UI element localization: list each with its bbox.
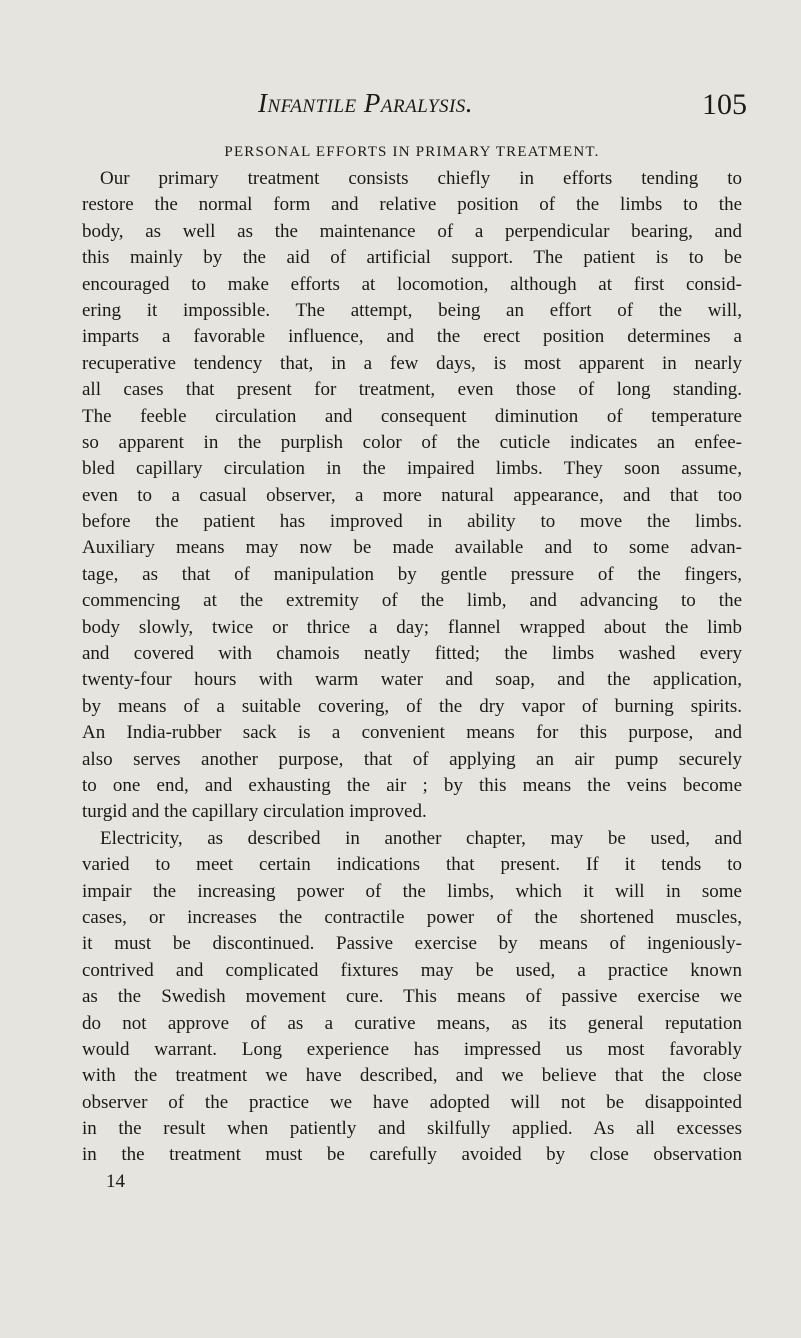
text-line: by means of a suitable covering, of the dry vapor of burning spirits. — [82, 695, 742, 717]
text-line: Our primary treatment consists chiefly in efforts tending to — [100, 168, 742, 189]
text-line: and covered with chamois neatly fitted; the limbs washed every — [82, 643, 742, 665]
text-line: restore the normal form and relative position of the limbs to the — [82, 194, 742, 216]
text-line: Electricity, as described in another chapter, may be used, and — [100, 827, 742, 849]
text-line: this mainly by the aid of artificial support. The patient is to be — [82, 247, 742, 269]
page-number: 105 — [702, 88, 747, 121]
text-line: with the treatment we have described, and we believe that the close — [82, 1065, 742, 1087]
text-line: An India-rubber sack is a convenient means for this purpose, and — [82, 722, 742, 744]
body-text — [82, 166, 742, 1195]
text-line: impair the increasing power of the limbs, which it will in some — [82, 880, 742, 902]
text-line: ering it impossible. The attempt, being an effort of the will, — [82, 299, 742, 321]
text-line: before the patient has improved in ability to move the limbs. — [82, 511, 742, 533]
text-line: recuperative tendency that, in a few days, is most apparent in nearly — [82, 352, 742, 374]
running-title: Infantile Paralysis. — [258, 88, 474, 118]
text-line: bled capillary circulation in the impaired limbs. They soon assume, — [82, 458, 742, 480]
text-line: all cases that present for treatment, even those of long standing. — [82, 379, 742, 401]
section-heading: PERSONAL EFFORTS IN PRIMARY TREATMENT. — [224, 144, 600, 160]
text-line: tage, as that of manipulation by gentle pressure of the fingers, — [82, 563, 742, 585]
text-line: body slowly, twice or thrice a day; flannel wrapped about the limb — [82, 616, 742, 638]
text-line: in the treatment must be carefully avoided by close observation — [82, 1144, 742, 1166]
text-line: also serves another purpose, that of applying an air pump securely — [82, 748, 742, 770]
text-line: do not approve of as a curative means, as its general reputation — [82, 1012, 742, 1034]
text-line: to one end, and exhausting the air ; by this means the veins become — [82, 774, 742, 796]
text-line: would warrant. Long experience has impressed us most favorably — [82, 1038, 742, 1060]
text-line: imparts a favorable influence, and the erect position determines a — [82, 326, 742, 348]
text-line: even to a casual observer, a more natural appearance, and that too — [82, 484, 742, 506]
text-line: encouraged to make efforts at locomotion, although at first consid- — [82, 273, 742, 295]
text-line: twenty-four hours with warm water and soap, and the application, — [82, 669, 742, 691]
text-line: The feeble circulation and consequent diminution of temperature — [82, 405, 742, 427]
signature-mark: 14 — [106, 1170, 125, 1192]
text-line: observer of the practice we have adopted will not be disappointed — [82, 1091, 742, 1113]
text-line: it must be discontinued. Passive exercise by means of ingeniously- — [82, 933, 742, 955]
text-line: contrived and complicated fixtures may be used, a practice known — [82, 959, 742, 981]
text-line: commencing at the extremity of the limb, and advancing to the — [82, 590, 742, 612]
text-line: as the Swedish movement cure. This means of passive exercise we — [82, 986, 742, 1008]
text-line: so apparent in the purplish color of the cuticle indicates an enfee- — [82, 431, 742, 453]
running-head — [0, 88, 801, 128]
text-line: Auxiliary means may now be made available and to some advan- — [82, 537, 742, 559]
text-line: varied to meet certain indications that present. If it tends to — [82, 854, 742, 876]
text-line: in the result when patiently and skilfully applied. As all excesses — [82, 1118, 742, 1140]
text-line: body, as well as the maintenance of a perpendicular bearing, and — [82, 220, 742, 242]
text-line: cases, or increases the contractile power of the shortened muscles, — [82, 906, 742, 928]
text-line: turgid and the capillary circulation improved. — [82, 801, 427, 823]
